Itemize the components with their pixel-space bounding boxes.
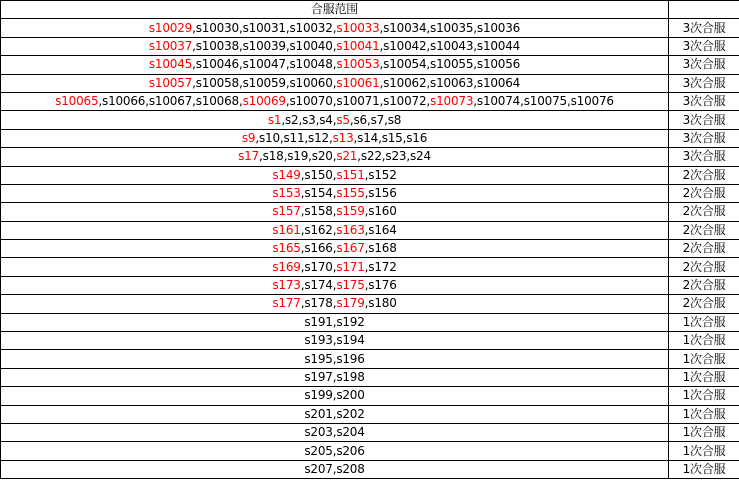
server-id: s205 [304, 443, 333, 458]
server-id: s10039 [242, 38, 286, 53]
separator: , [308, 149, 312, 164]
merge-count-cell: 3次合服 [669, 74, 739, 92]
separator: , [298, 112, 303, 127]
server-id: s10066 [102, 94, 146, 109]
separator: , [300, 167, 305, 182]
server-range-cell [1, 240, 669, 258]
merge-count-cell: 3次合服 [669, 56, 739, 74]
server-id-highlighted: s10041 [336, 38, 380, 53]
server-range-cell [1, 295, 669, 313]
table-row [1, 203, 739, 221]
server-id: s10034 [383, 20, 427, 35]
separator: , [238, 20, 243, 35]
separator: , [473, 94, 477, 109]
server-range-cell [1, 129, 669, 147]
server-id: s166 [304, 241, 333, 256]
separator: , [520, 94, 524, 109]
server-id-highlighted: s10073 [430, 94, 474, 109]
server-range-cell [1, 166, 669, 184]
separator: , [332, 38, 337, 53]
server-id-highlighted: s10069 [242, 94, 286, 109]
merge-count-cell: 3次合服 [669, 92, 739, 110]
server-id: s10071 [336, 94, 380, 109]
table-row [1, 313, 739, 331]
separator: , [384, 112, 388, 127]
server-id: s176 [368, 278, 397, 293]
server-id: s10070 [289, 94, 333, 109]
separator: , [364, 204, 369, 219]
separator: , [353, 130, 358, 145]
separator: , [285, 94, 290, 109]
server-id: s10046 [195, 57, 239, 72]
separator: , [332, 167, 337, 182]
server-range-cell [1, 221, 669, 239]
separator: , [332, 388, 337, 403]
server-id: s200 [336, 388, 365, 403]
server-id: s10064 [476, 75, 521, 90]
separator: , [426, 75, 431, 90]
separator: , [145, 94, 149, 109]
server-id-highlighted: s167 [336, 241, 365, 256]
separator: , [192, 38, 196, 53]
table-row [1, 184, 739, 202]
separator: , [332, 75, 337, 90]
separator: , [364, 167, 369, 182]
server-id: s162 [304, 222, 333, 237]
separator: , [332, 186, 337, 201]
separator: , [379, 38, 384, 53]
server-id-highlighted: s10061 [336, 75, 380, 90]
server-id: s197 [304, 370, 333, 384]
table-row [1, 240, 739, 258]
server-range-cell [1, 111, 669, 129]
server-id: s10 [258, 130, 280, 145]
separator: , [379, 94, 384, 109]
merge-count-cell: 1次合服 [669, 368, 739, 386]
separator: , [300, 204, 305, 219]
server-id: s154 [304, 186, 333, 201]
separator: , [332, 241, 337, 256]
server-range-cell [1, 350, 669, 368]
server-id: s198 [336, 370, 365, 384]
server-id: s10048 [289, 57, 333, 72]
server-id: s172 [368, 259, 397, 274]
server-id: s208 [336, 461, 365, 476]
server-id-highlighted: s149 [272, 167, 301, 182]
server-id: s10035 [430, 20, 474, 35]
server-range-cell [1, 203, 669, 221]
server-id: s170 [304, 259, 333, 274]
server-id: s10030 [195, 20, 239, 35]
server-id: s23 [385, 149, 407, 164]
server-id-highlighted: s5 [336, 112, 350, 127]
server-id: s10040 [289, 38, 333, 53]
server-id-highlighted: s10065 [55, 94, 99, 109]
server-id: s156 [368, 186, 397, 201]
server-range-cell [1, 74, 669, 92]
server-id-highlighted: s161 [272, 222, 301, 237]
separator: , [379, 57, 384, 72]
table-row [1, 368, 739, 386]
server-id: s10031 [242, 20, 286, 35]
separator: , [364, 278, 369, 293]
server-id: s10062 [383, 75, 427, 90]
server-id: s12 [308, 130, 329, 145]
merge-count-cell: 2次合服 [669, 295, 739, 313]
separator: , [285, 38, 290, 53]
server-id: s10075 [523, 94, 567, 109]
server-id: s10056 [476, 57, 521, 72]
server-id: s192 [336, 314, 365, 329]
separator: , [285, 20, 290, 35]
server-id: s2 [284, 112, 299, 127]
server-id-highlighted: s151 [336, 167, 365, 182]
table-row [1, 221, 739, 239]
table-row [1, 350, 739, 368]
separator: , [192, 57, 196, 72]
server-id: s6 [353, 112, 367, 127]
merge-count-cell: 1次合服 [669, 442, 739, 460]
merge-count-cell: 1次合服 [669, 405, 739, 423]
separator: , [332, 314, 337, 329]
merge-count-cell: 1次合服 [669, 332, 739, 350]
server-id: s194 [336, 333, 365, 348]
server-id: s193 [304, 333, 333, 348]
separator: , [426, 94, 431, 109]
merge-count-cell: 1次合服 [669, 423, 739, 441]
merge-count-cell: 3次合服 [669, 37, 739, 55]
server-range-cell [1, 37, 669, 55]
separator: , [332, 461, 337, 476]
merge-count-cell: 2次合服 [669, 258, 739, 276]
server-id: s10076 [570, 94, 614, 109]
separator: , [332, 406, 337, 421]
separator: , [379, 75, 384, 90]
merge-count-cell: 1次合服 [669, 313, 739, 331]
server-id: s204 [336, 425, 365, 440]
table-row [1, 258, 739, 276]
server-id: s191 [304, 314, 333, 329]
server-id: s10042 [383, 38, 427, 53]
server-id-highlighted: s155 [336, 186, 365, 201]
server-id-highlighted: s21 [336, 149, 358, 164]
table-body [1, 19, 739, 479]
server-id: s10044 [476, 38, 521, 53]
server-id: s10060 [289, 75, 333, 90]
separator: , [283, 149, 288, 164]
separator: , [300, 186, 305, 201]
merge-count-cell: 3次合服 [669, 111, 739, 129]
server-range-cell [1, 184, 669, 202]
separator: , [349, 112, 354, 127]
server-id: s18 [262, 149, 284, 164]
server-id: s4 [319, 112, 333, 127]
separator: , [285, 75, 290, 90]
separator: , [332, 443, 337, 458]
table-row [1, 111, 739, 129]
server-id-highlighted: s163 [336, 222, 365, 237]
server-range-cell [1, 387, 669, 405]
server-id: s24 [409, 149, 431, 164]
table-row [1, 295, 739, 313]
separator: , [300, 222, 305, 237]
server-range-cell [1, 405, 669, 423]
server-id: s11 [283, 130, 305, 145]
separator: , [364, 186, 369, 201]
separator: , [238, 94, 243, 109]
separator: , [300, 241, 305, 256]
server-range-cell [1, 460, 669, 478]
server-range-cell [1, 313, 669, 331]
server-id: s8 [387, 112, 402, 127]
separator: , [426, 20, 431, 35]
server-id: s10047 [242, 57, 286, 72]
server-id: s10055 [430, 57, 474, 72]
separator: , [357, 149, 361, 164]
server-id-highlighted: s13 [332, 130, 354, 145]
merge-count-cell: 3次合服 [669, 19, 739, 37]
server-id-highlighted: s9 [241, 130, 256, 145]
separator: , [332, 259, 337, 274]
separator: , [364, 222, 369, 237]
server-id: s16 [406, 130, 428, 145]
table-row [1, 442, 739, 460]
server-id: s10067 [148, 94, 193, 109]
server-id: s203 [304, 425, 333, 440]
server-id: s7 [370, 112, 385, 127]
separator: , [332, 222, 337, 237]
separator: , [285, 57, 290, 72]
server-id-highlighted: s169 [272, 259, 301, 274]
separator: , [300, 296, 305, 311]
server-id: s174 [304, 278, 333, 293]
server-range-cell [1, 276, 669, 294]
server-id-highlighted: s153 [272, 186, 301, 201]
separator: , [332, 425, 337, 440]
server-id-highlighted: s173 [272, 278, 301, 293]
server-id-highlighted: s165 [272, 241, 301, 256]
server-id: s168 [368, 241, 397, 256]
server-range-cell [1, 332, 669, 350]
merge-count-cell: 2次合服 [669, 184, 739, 202]
server-id: s201 [304, 406, 333, 421]
server-id: s10059 [242, 75, 286, 90]
table-row [1, 56, 739, 74]
server-id-highlighted: s157 [272, 204, 301, 219]
separator: , [366, 112, 371, 127]
server-range-cell [1, 19, 669, 37]
separator: , [332, 278, 337, 293]
merge-count-cell: 3次合服 [669, 148, 739, 166]
separator: , [192, 94, 196, 109]
server-id: s199 [304, 388, 333, 403]
server-id: s158 [304, 204, 333, 219]
server-id: s150 [304, 167, 333, 182]
server-id: s202 [336, 406, 365, 421]
server-id: s10058 [195, 75, 239, 90]
separator: , [473, 20, 477, 35]
separator: , [426, 38, 431, 53]
separator: , [328, 130, 333, 145]
merge-count-cell: 2次合服 [669, 240, 739, 258]
server-id: s10074 [476, 94, 521, 109]
separator: , [192, 20, 196, 35]
separator: , [378, 130, 382, 145]
table-row [1, 19, 739, 37]
server-id: s10036 [476, 20, 521, 35]
server-id: s10032 [289, 20, 333, 35]
table-row [1, 276, 739, 294]
separator: , [259, 149, 263, 164]
table-row [1, 332, 739, 350]
separator: , [381, 149, 386, 164]
separator: , [281, 112, 285, 127]
header-count-cell [669, 1, 739, 19]
server-id: s206 [336, 443, 365, 458]
table-row [1, 92, 739, 110]
server-id: s3 [302, 112, 316, 127]
separator: , [566, 94, 571, 109]
separator: , [364, 259, 369, 274]
server-id: s22 [360, 149, 382, 164]
server-range-cell [1, 442, 669, 460]
server-id: s160 [368, 204, 397, 219]
separator: , [364, 241, 369, 256]
server-id-highlighted: s10057 [148, 75, 193, 90]
merge-count-cell: 2次合服 [669, 221, 739, 239]
server-id: s164 [368, 222, 397, 237]
merge-count-cell: 2次合服 [669, 276, 739, 294]
separator: , [332, 296, 337, 311]
server-id: s10043 [430, 38, 474, 53]
separator: , [473, 57, 477, 72]
server-id-highlighted: s171 [336, 259, 365, 274]
table-row [1, 423, 739, 441]
separator: , [473, 75, 477, 90]
server-range-cell [1, 56, 669, 74]
table-row [1, 37, 739, 55]
header-range-cell: 合服范围 [1, 1, 669, 19]
table-row [1, 387, 739, 405]
server-id: s10072 [383, 94, 427, 109]
server-id-highlighted: s10029 [148, 20, 193, 35]
separator: , [332, 333, 337, 348]
server-range-cell [1, 148, 669, 166]
table-row [1, 166, 739, 184]
table-row [1, 460, 739, 478]
server-id: s196 [336, 351, 365, 366]
header-row [1, 1, 739, 19]
separator: , [332, 351, 337, 366]
merge-count-cell: 2次合服 [669, 203, 739, 221]
separator: , [379, 20, 384, 35]
server-id: s180 [368, 296, 397, 311]
server-id: s152 [368, 167, 397, 182]
server-id: s10068 [195, 94, 239, 109]
separator: , [255, 130, 259, 145]
server-id-highlighted: s177 [272, 296, 301, 311]
server-id: s15 [381, 130, 403, 145]
server-range-cell [1, 258, 669, 276]
separator: , [364, 296, 369, 311]
separator: , [332, 94, 337, 109]
table-row [1, 148, 739, 166]
separator: , [332, 204, 337, 219]
separator: , [304, 130, 309, 145]
separator: , [238, 75, 243, 90]
server-id: s10038 [195, 38, 239, 53]
separator: , [300, 278, 305, 293]
server-id-highlighted: s10037 [148, 38, 193, 53]
separator: , [332, 112, 337, 127]
server-id: s207 [304, 461, 333, 476]
server-id: s19 [287, 149, 309, 164]
server-id: s195 [304, 351, 333, 366]
server-id: s10063 [430, 75, 474, 90]
merge-count-cell: 3次合服 [669, 129, 739, 147]
separator: , [98, 94, 103, 109]
separator: , [406, 149, 410, 164]
separator: , [426, 57, 431, 72]
separator: , [473, 38, 477, 53]
server-id-highlighted: s10045 [148, 57, 193, 72]
separator: , [315, 112, 320, 127]
server-id-highlighted: s175 [336, 278, 365, 293]
separator: , [332, 20, 337, 35]
server-id-highlighted: s10033 [336, 20, 380, 35]
separator: , [332, 57, 337, 72]
server-range-cell [1, 423, 669, 441]
separator: , [238, 57, 243, 72]
table-row [1, 405, 739, 423]
separator: , [402, 130, 407, 145]
server-id: s20 [311, 149, 333, 164]
server-id: s178 [304, 296, 333, 311]
separator: , [300, 259, 305, 274]
merge-count-cell: 1次合服 [669, 387, 739, 405]
server-id-highlighted: s10053 [336, 57, 380, 72]
server-id: s14 [357, 130, 379, 145]
server-id-highlighted: s179 [336, 296, 365, 311]
separator: , [238, 38, 243, 53]
table-row [1, 74, 739, 92]
merge-count-cell: 1次合服 [669, 460, 739, 478]
table-row [1, 129, 739, 147]
server-id-highlighted: s1 [267, 112, 282, 127]
merge-count-cell: 2次合服 [669, 166, 739, 184]
separator: , [332, 149, 337, 164]
server-id: s10054 [383, 57, 427, 72]
server-id-highlighted: s17 [238, 149, 260, 164]
separator: , [192, 75, 196, 90]
separator: , [332, 370, 337, 384]
merge-count-cell: 1次合服 [669, 350, 739, 368]
server-range-cell [1, 368, 669, 386]
server-range-cell [1, 92, 669, 110]
server-id-highlighted: s159 [336, 204, 365, 219]
separator: , [279, 130, 284, 145]
